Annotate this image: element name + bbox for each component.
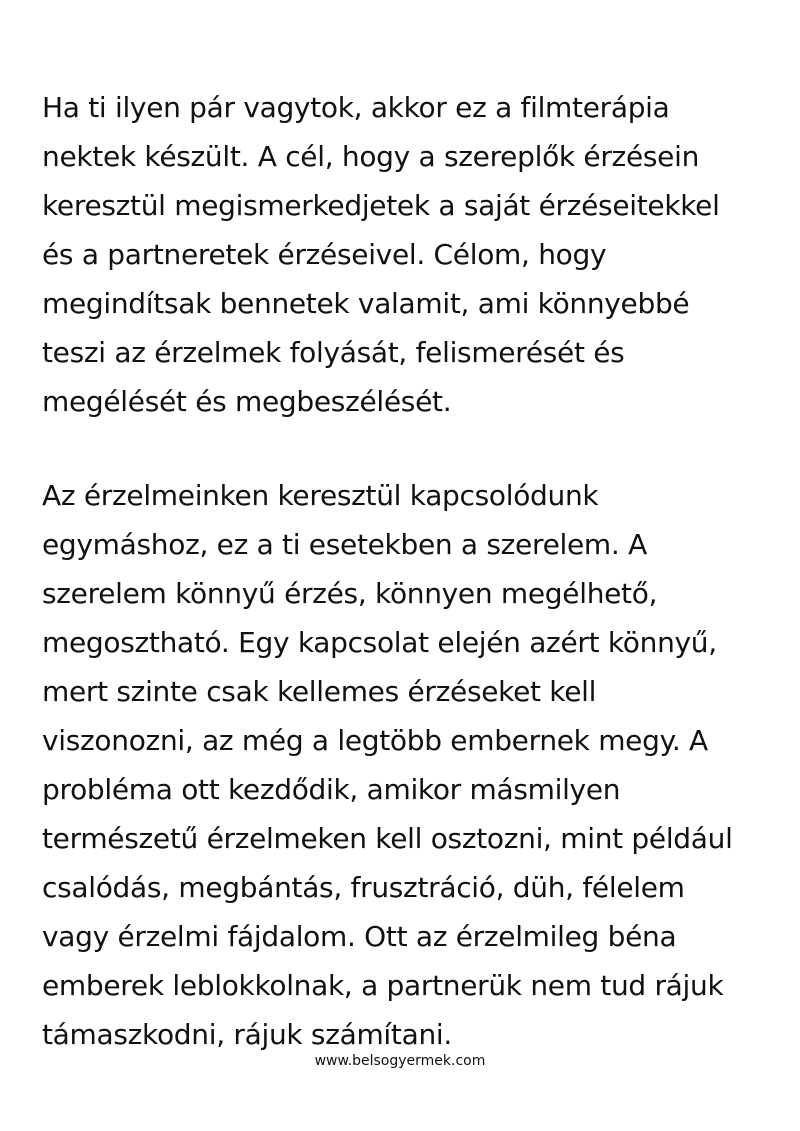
text-line: probléma ott kezdődik, amikor másmilyen <box>42 773 621 806</box>
text-line: megosztható. Egy kapcsolat elején azért könnyű, <box>42 626 717 659</box>
text-line: emberek leblokkolnak, a partnerük nem tud rájuk <box>42 969 724 1002</box>
text-line: mert szinte csak kellemes érzéseket kell <box>42 675 597 708</box>
footer-url: www.belsogyermek.com <box>314 1053 486 1069</box>
text-line: szerelem könnyű érzés, könnyen megélhető, <box>42 577 658 610</box>
text-line: viszonozni, az még a legtöbb embernek megy. A <box>42 724 708 757</box>
text-line: támaszkodni, rájuk számítani. <box>42 1018 452 1051</box>
text-line: egymáshoz, ez a ti esetekben a szerelem. A <box>42 528 647 561</box>
text-line: megindítsak bennetek valamit, ami könnyebbé <box>42 287 690 320</box>
text-line: Ha ti ilyen pár vagytok, akkor ez a filmterápia <box>42 91 670 124</box>
text-line: megélését és megbeszélését. <box>42 385 452 418</box>
paragraph-2 <box>42 471 772 1059</box>
text-line: teszi az érzelmek folyását, felismerését és <box>42 336 625 369</box>
text-line: csalódás, megbántás, frusztráció, düh, félelem <box>42 871 685 904</box>
text-line: nektek készült. A cél, hogy a szereplők érzésein <box>42 140 700 173</box>
text-line: és a partneretek érzéseivel. Célom, hogy <box>42 238 607 271</box>
paragraph-1 <box>42 83 772 426</box>
text-line: keresztül megismerkedjetek a saját érzéseitekkel <box>42 189 720 222</box>
text-line: vagy érzelmi fájdalom. Ott az érzelmileg béna <box>42 920 677 953</box>
text-line: Az érzelmeinken keresztül kapcsolódunk <box>42 479 599 512</box>
text-line: természetű érzelmeken kell osztozni, mint például <box>42 822 733 855</box>
